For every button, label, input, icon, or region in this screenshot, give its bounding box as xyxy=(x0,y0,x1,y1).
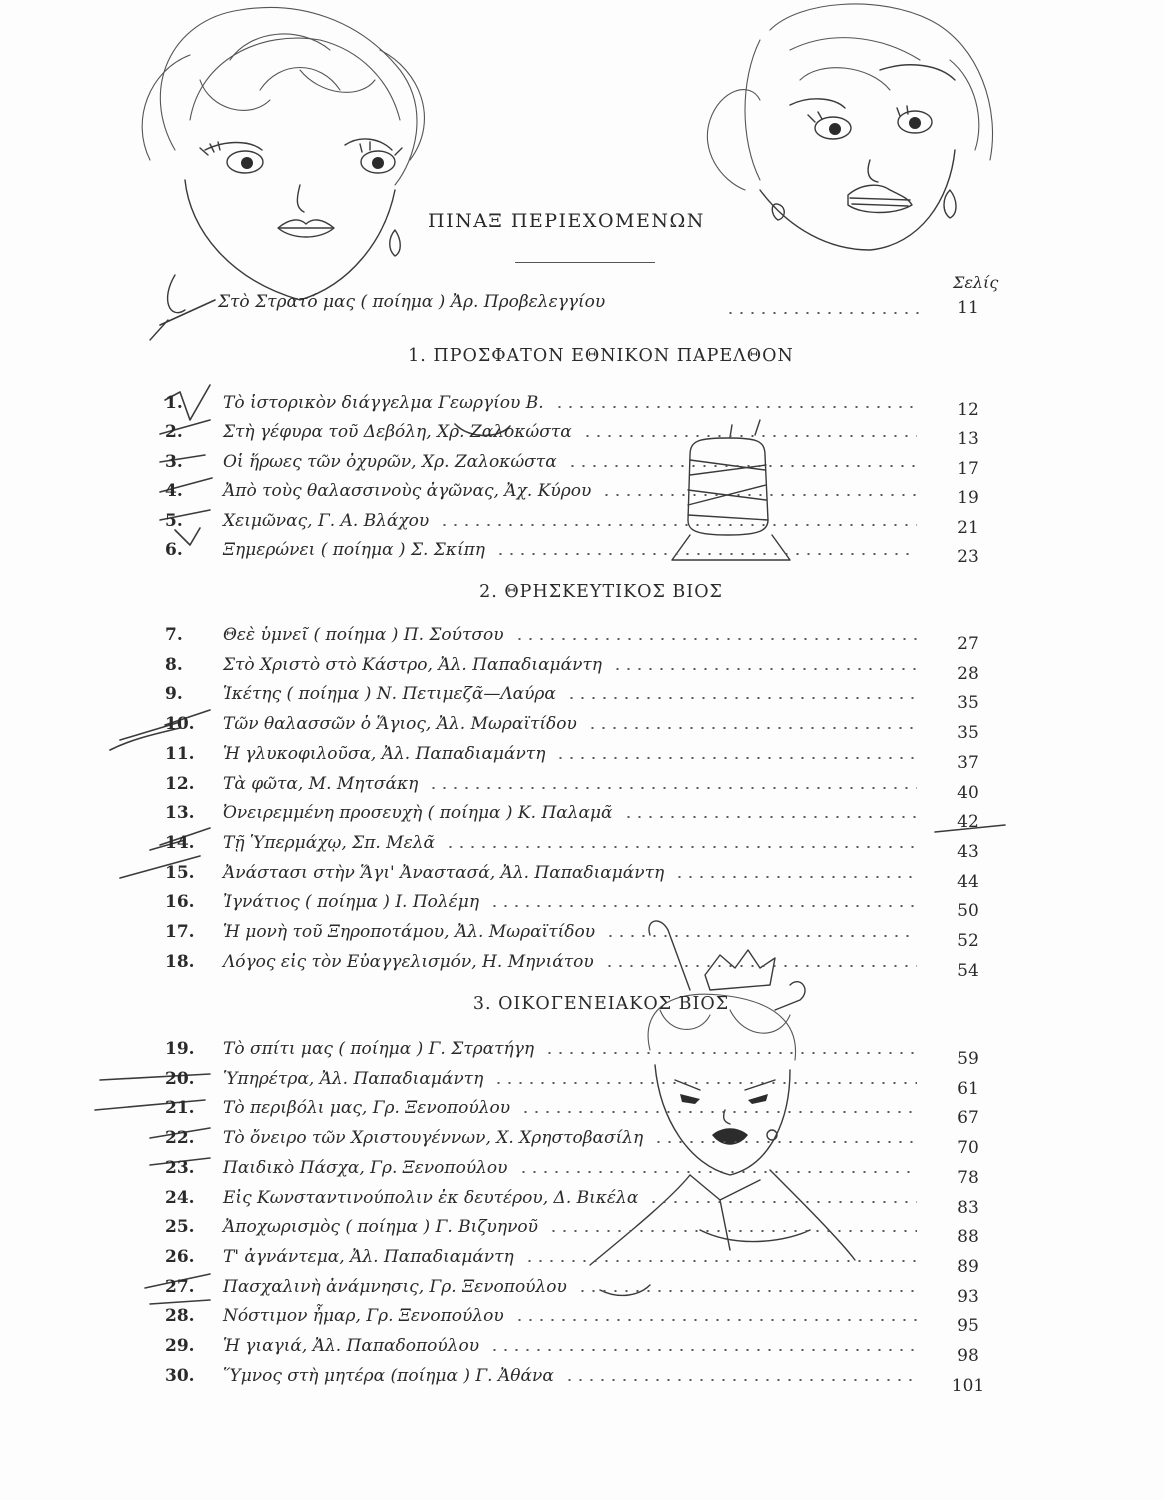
toc-entry-title: Ξημερώνει ( ποίημα ) Σ. Σκίπη xyxy=(223,540,485,560)
toc-entry-number: 12. xyxy=(165,773,195,794)
toc-entry-title: Στὸ Χριστὸ στὸ Κάστρο, Ἀλ. Παπαδιαμάντη xyxy=(223,654,602,675)
leader-dots xyxy=(428,787,917,789)
leader-dots xyxy=(495,553,917,555)
toc-entry-row xyxy=(165,919,925,945)
toc-entry-page: 28 xyxy=(957,663,979,684)
toc-entry-row xyxy=(165,1214,925,1240)
toc-entry-page: 50 xyxy=(957,901,979,922)
toc-entry-title: Ἀποχωρισμὸς ( ποίημα ) Γ. Βιζυηνοῦ xyxy=(223,1217,538,1238)
toc-entry-page: 19 xyxy=(957,488,979,509)
toc-entry-page: 35 xyxy=(957,693,979,714)
toc-entry-title: Ἡ γλυκοφιλοῦσα, Ἀλ. Παπαδιαμάντη xyxy=(223,743,546,764)
toc-entry-page: 78 xyxy=(957,1167,979,1188)
toc-entry-row xyxy=(165,508,925,534)
toc-entry-row xyxy=(165,1363,925,1389)
toc-entry-number: 28. xyxy=(165,1306,195,1327)
toc-entry-row xyxy=(165,1095,925,1121)
toc-entry-number: 2. xyxy=(165,422,183,443)
toc-entry-number: 22. xyxy=(165,1128,195,1149)
toc-entry-page: 44 xyxy=(957,871,979,892)
toc-entry-row xyxy=(165,949,925,975)
toc-entry-row xyxy=(165,889,925,915)
toc-entry-row xyxy=(165,1333,925,1359)
leader-dots xyxy=(567,465,917,467)
leader-dots xyxy=(582,435,917,437)
leader-dots xyxy=(674,876,917,878)
toc-entry-number: 8. xyxy=(165,654,183,675)
toc-entry-title: Τὸ σπίτι μας ( ποίημα ) Γ. Στρατήγη xyxy=(223,1039,535,1059)
toc-entry-page: 43 xyxy=(957,841,979,862)
toc-entry-title: Τῶν θαλασσῶν ὁ Ἅγιος, Ἀλ. Μωραϊτίδου xyxy=(223,714,577,735)
toc-entry-number: 13. xyxy=(165,803,195,824)
toc-entry-number: 15. xyxy=(165,862,195,883)
toc-entry-row xyxy=(165,771,925,797)
toc-entry-number: 23. xyxy=(165,1157,195,1178)
title-rule xyxy=(515,262,655,263)
toc-entry-page: 70 xyxy=(957,1138,979,1159)
leader-dots xyxy=(604,965,917,967)
intro-entry-page: 11 xyxy=(957,298,979,318)
toc-entry-number: 6. xyxy=(165,540,183,560)
leader-dots xyxy=(489,1349,917,1351)
toc-entry-title: Παιδικὸ Πάσχα, Γρ. Ξενοπούλου xyxy=(223,1157,508,1178)
intro-entry-row xyxy=(165,296,945,322)
toc-entry-title: Τ' ἀγνάντεμα, Ἀλ. Παπαδιαμάντη xyxy=(223,1246,514,1267)
leader-dots xyxy=(518,1171,917,1173)
toc-entry-title: Ἀπὸ τοὺς θαλασσινοὺς ἀγῶνας, Ἀχ. Κύρου xyxy=(223,481,592,502)
toc-entry-page: 13 xyxy=(957,429,979,450)
toc-entry-title: Ἡ γιαγιά, Ἀλ. Παπαδοπούλου xyxy=(223,1336,480,1356)
toc-entry-title: Χειμῶνας, Γ. Α. Βλάχου xyxy=(223,510,430,531)
toc-entry-number: 4. xyxy=(165,481,183,502)
toc-entry-number: 20. xyxy=(165,1068,195,1089)
toc-entry-page: 89 xyxy=(957,1256,979,1277)
toc-entry-page: 12 xyxy=(957,400,979,420)
toc-entry-title: Τῇ Ὑπερμάχῳ, Σπ. Μελᾶ xyxy=(223,832,435,853)
toc-entry-row xyxy=(165,800,925,826)
pages-column-label: Σελίς xyxy=(953,273,999,292)
toc-entry-row xyxy=(165,1303,925,1329)
toc-entry-title: Θεὲ ὑμνεῖ ( ποίημα ) Π. Σούτσου xyxy=(223,625,504,645)
toc-entry-row xyxy=(165,419,925,445)
page-title: ΠΙΝΑΞ ΠΕΡΙΕΧΟΜΕΝΩΝ xyxy=(428,210,705,232)
toc-entry-title: Οἱ ἥρωες τῶν ὀχυρῶν, Χρ. Ζαλοκώστα xyxy=(223,451,557,472)
leader-dots xyxy=(605,935,917,937)
leader-dots xyxy=(623,816,917,818)
leader-dots xyxy=(555,757,917,759)
toc-entry-number: 5. xyxy=(165,510,183,531)
toc-entry-page: 42 xyxy=(957,812,979,833)
toc-entry-row xyxy=(165,449,925,475)
toc-entry-title: Τὸ περιβόλι μας, Γρ. Ξενοπούλου xyxy=(223,1098,511,1119)
toc-entry-row xyxy=(165,652,925,678)
toc-entry-row xyxy=(165,830,925,856)
toc-entry-title: Τὸ ἱστορικὸν διάγγελμα Γεωργίου Β. xyxy=(223,393,544,413)
toc-entry-title: Ὕμνος στὴ μητέρα (ποίημα ) Γ. Ἀθάνα xyxy=(223,1365,554,1386)
toc-entry-title: Ἀνάστασι στὴν Ἅγι' Ἀναστασά, Ἀλ. Παπαδιαμάντη xyxy=(223,862,665,883)
leader-dots xyxy=(493,1082,917,1084)
toc-entry-page: 35 xyxy=(957,723,979,744)
toc-entry-number: 3. xyxy=(165,451,183,472)
toc-entry-number: 17. xyxy=(165,922,195,942)
toc-entry-title: Ὑπηρέτρα, Ἀλ. Παπαδιαμάντη xyxy=(223,1068,484,1089)
leader-dots xyxy=(439,524,917,526)
toc-entry-number: 16. xyxy=(165,892,195,913)
toc-entry-page: 17 xyxy=(957,458,979,479)
toc-entry-title: Πασχαλινὴ ἀνάμνησις, Γρ. Ξενοπούλου xyxy=(223,1276,567,1297)
toc-entry-number: 19. xyxy=(165,1039,195,1059)
toc-entry-row xyxy=(165,537,925,563)
toc-entry-number: 10. xyxy=(165,714,195,735)
toc-entry-number: 24. xyxy=(165,1187,195,1208)
toc-entry-title: Εἰς Κωνσταντινούπολιν ἐκ δευτέρου, Δ. Βικέλα xyxy=(223,1187,639,1208)
toc-entry-number: 11. xyxy=(165,743,195,764)
toc-entry-row xyxy=(165,1274,925,1300)
toc-entry-row xyxy=(165,1155,925,1181)
toc-entry-title: Νόστιμον ἦμαρ, Γρ. Ξενοπούλου xyxy=(223,1306,504,1327)
section-heading-1: 1. ΠΡΟΣΦΑΤΟΝ ΕΘΝΙΚΟΝ ΠΑΡΕΛΘΟΝ xyxy=(408,346,794,366)
toc-entry-row xyxy=(165,711,925,737)
toc-entry-page: 83 xyxy=(957,1197,979,1218)
toc-entry-page: 52 xyxy=(957,931,979,951)
toc-entry-row xyxy=(165,1036,925,1062)
toc-entry-title: Ἰγνάτιος ( ποίημα ) Ι. Πολέμη xyxy=(223,892,480,913)
toc-entry-title: Λόγος εἰς τὸν Εὐαγγελισμόν, Η. Μηνιάτου xyxy=(223,951,594,972)
toc-entry-row xyxy=(165,741,925,767)
toc-entry-number: 25. xyxy=(165,1217,195,1238)
toc-entry-page: 37 xyxy=(957,752,979,773)
toc-entry-page: 59 xyxy=(957,1049,979,1069)
toc-entry-page: 40 xyxy=(957,782,979,803)
toc-entry-number: 27. xyxy=(165,1276,195,1297)
toc-entry-number: 26. xyxy=(165,1246,195,1267)
toc-entry-number: 18. xyxy=(165,951,195,972)
toc-entry-row xyxy=(165,478,925,504)
leader-dots xyxy=(725,312,925,314)
toc-entry-number: 21. xyxy=(165,1098,195,1119)
toc-entry-page: 88 xyxy=(957,1227,979,1248)
toc-entry-title: Ὀνειρεμμένη προσευχὴ ( ποίημα ) Κ. Παλαμᾶ xyxy=(223,803,613,824)
toc-entry-row xyxy=(165,681,925,707)
sketch-face-right xyxy=(707,4,992,250)
leader-dots xyxy=(514,1319,917,1321)
toc-entry-row xyxy=(165,1066,925,1092)
toc-entry-page: 54 xyxy=(957,960,979,981)
toc-entry-page: 61 xyxy=(957,1078,979,1099)
leader-dots xyxy=(653,1141,917,1143)
toc-entry-number: 7. xyxy=(165,625,183,645)
leader-dots xyxy=(577,1290,917,1292)
leader-dots xyxy=(520,1111,917,1113)
toc-entry-title: Ἡ μονὴ τοῦ Ξηροποτάμου, Ἀλ. Μωραϊτίδου xyxy=(223,922,596,942)
leader-dots xyxy=(544,1052,917,1054)
sketch-face-left xyxy=(142,8,424,341)
toc-entry-page: 21 xyxy=(957,517,979,538)
leader-dots xyxy=(548,1230,917,1232)
toc-entry-row xyxy=(165,1185,925,1211)
section-heading-2: 2. ΘΡΗΣΚΕΥΤΙΚΟΣ ΒΙΟΣ xyxy=(479,582,723,602)
toc-entry-title: Ἱκέτης ( ποίημα ) Ν. Πετιμεζᾶ—Λαύρα xyxy=(223,684,556,705)
toc-entry-number: 14. xyxy=(165,832,195,853)
toc-entry-page: 93 xyxy=(957,1286,979,1307)
toc-entry-page: 95 xyxy=(957,1316,979,1337)
toc-entry-number: 9. xyxy=(165,684,183,705)
toc-entry-number: 29. xyxy=(165,1336,195,1356)
toc-entry-page: 101 xyxy=(951,1375,985,1396)
leader-dots xyxy=(648,1201,917,1203)
toc-entry-page: 67 xyxy=(957,1108,979,1129)
toc-entry-number: 1. xyxy=(165,393,183,413)
leader-dots xyxy=(564,1379,917,1381)
toc-entry-number: 30. xyxy=(165,1365,195,1386)
leader-dots xyxy=(445,846,917,848)
toc-entry-row xyxy=(165,1244,925,1270)
leader-dots xyxy=(489,905,917,907)
toc-entry-row xyxy=(165,1125,925,1151)
leader-dots xyxy=(514,638,917,640)
toc-entry-row xyxy=(165,390,925,416)
leader-dots xyxy=(524,1260,917,1262)
toc-entry-page: 98 xyxy=(957,1346,979,1366)
toc-entry-row xyxy=(165,622,925,648)
leader-dots xyxy=(601,494,917,496)
leader-dots xyxy=(566,697,917,699)
toc-entry-row xyxy=(165,860,925,886)
toc-entry-title: Τὰ φῶτα, Μ. Μητσάκη xyxy=(223,773,419,794)
toc-entry-title: Τὸ ὄνειρο τῶν Χριστουγέννων, Χ. Χρηστοβασίλη xyxy=(223,1128,644,1149)
leader-dots xyxy=(612,668,917,670)
toc-entry-title: Στὴ γέφυρα τοῦ Δεβόλη, Χρ. Ζαλοκώστα xyxy=(223,422,572,443)
toc-entry-page: 23 xyxy=(957,547,979,567)
intro-entry-text: Στὸ Στρατό μας ( ποίημα ) Ἀρ. Προβελεγγίου xyxy=(218,292,606,312)
toc-entry-page: 27 xyxy=(957,634,979,654)
leader-dots xyxy=(554,406,917,408)
section-heading-3: 3. ΟΙΚΟΓΕΝΕΙΑΚΟΣ ΒΙΟΣ xyxy=(472,994,730,1014)
leader-dots xyxy=(587,727,917,729)
